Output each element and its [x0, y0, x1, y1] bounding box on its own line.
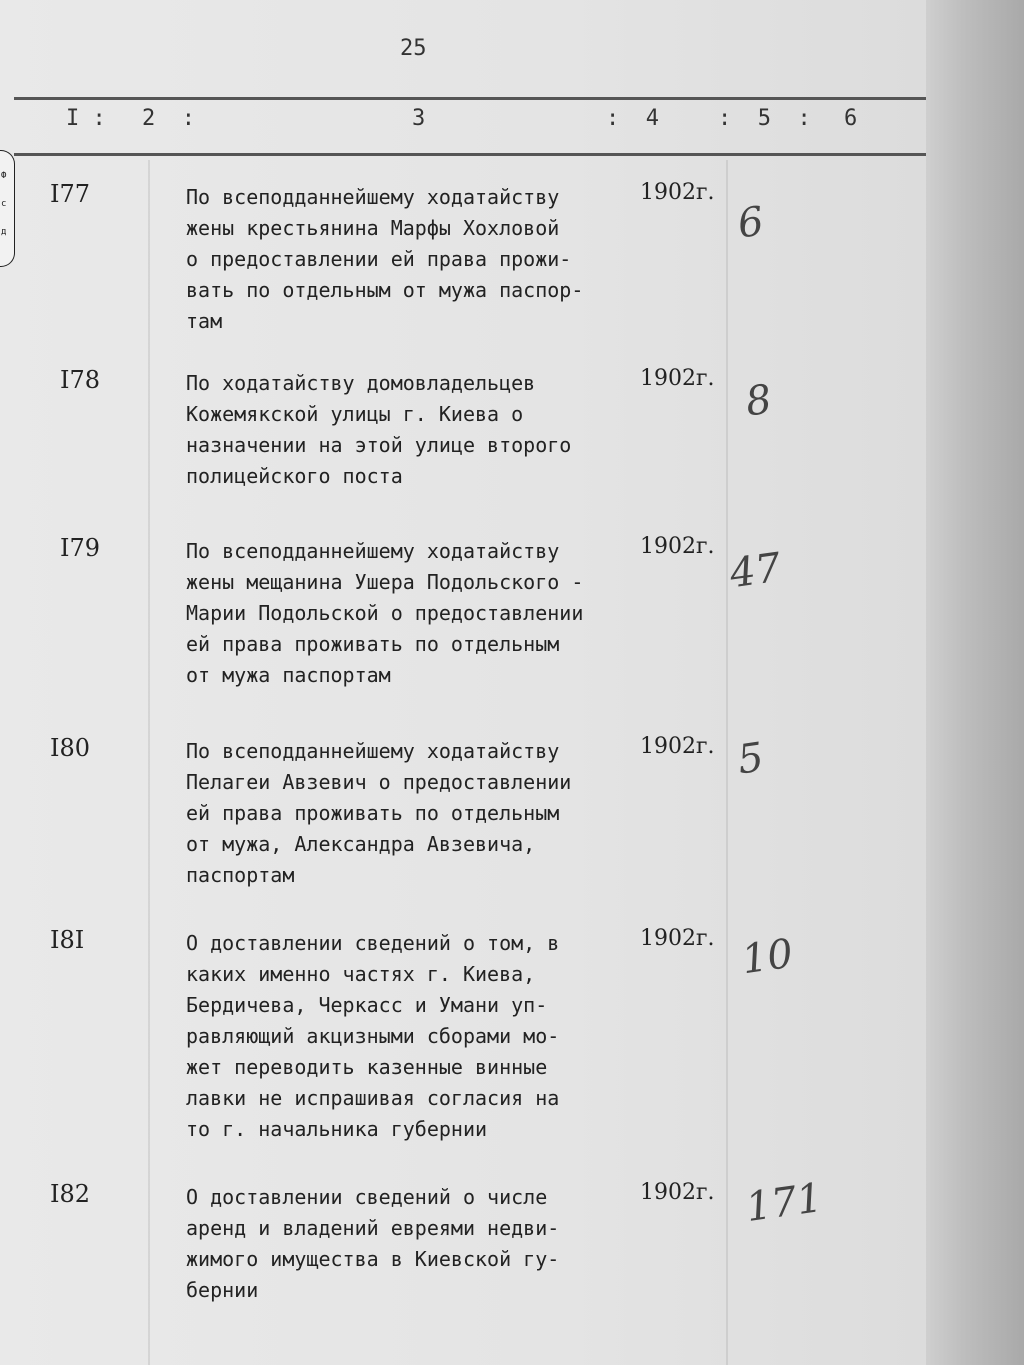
- row-sheet-count: 5: [734, 734, 767, 784]
- column-header-6: 6: [844, 106, 858, 131]
- column-header-4: : 4: [606, 106, 659, 131]
- column-header-5: : 5 :: [718, 106, 811, 131]
- row-sheet-count: 8: [742, 376, 775, 426]
- stamp-mark: Ф: [1, 171, 7, 181]
- column-header-2: 2 :: [142, 106, 195, 131]
- row-number: I78: [60, 366, 101, 394]
- row-sheet-count: 47: [727, 544, 784, 598]
- page-number: 25: [400, 36, 427, 61]
- row-year: 1902г.: [640, 734, 715, 759]
- row-number: I79: [60, 534, 101, 562]
- row-number: I80: [50, 734, 91, 762]
- row-description: По всеподданнейшему ходатайству жены крестьянина Марфы Хохловой о предоставлении ей права прожи- вать по отдельным от мужа паспор- там: [186, 185, 584, 333]
- column-divider: [726, 160, 728, 1365]
- row-number: I77: [50, 180, 91, 208]
- row-year: 1902г.: [640, 180, 715, 205]
- row-year: 1902г.: [640, 926, 715, 951]
- row-number: I82: [50, 1180, 91, 1208]
- row-description: О доставлении сведений о числе аренд и владений евреями недви- жимого имущества в Киевской гу- бернии: [186, 1185, 560, 1302]
- stamp-mark: с: [1, 199, 7, 209]
- header-top-rule: [14, 97, 926, 100]
- binding-stamp: [0, 150, 15, 267]
- row-description: О доставлении сведений о том, в каких именно частях г. Киева, Бердичева, Черкасс и Умани уп- равляющий акцизными сборами мо- жет переводить казенные винные лавки не испрашивая согласия на то г. начальника губернии: [186, 931, 560, 1141]
- row-description: По всеподданнейшему ходатайству Пелагеи Авзевич о предоставлении ей права проживать по отдельным от мужа, Александра Авзевича, паспортам: [186, 739, 572, 887]
- column-divider: [148, 160, 150, 1365]
- column-header-3: 3: [412, 106, 426, 131]
- stamp-mark: д: [1, 227, 7, 237]
- row-sheet-count: 6: [734, 198, 767, 248]
- row-sheet-count: 171: [743, 1174, 826, 1232]
- row-description: По всеподданнейшему ходатайству жены мещанина Ушера Подольского - Марии Подольской о предоставлении ей права проживать по отдельным от мужа паспортам: [186, 539, 584, 687]
- row-year: 1902г.: [640, 534, 715, 559]
- row-number: I8I: [50, 926, 85, 954]
- page-shadow-edge: [926, 0, 1024, 1365]
- header-bottom-rule: [14, 153, 926, 156]
- column-header-1: I :: [66, 106, 106, 131]
- row-sheet-count: 10: [739, 930, 796, 984]
- row-year: 1902г.: [640, 366, 715, 391]
- row-year: 1902г.: [640, 1180, 715, 1205]
- row-description: По ходатайству домовладельцев Кожемякской улицы г. Киева о назначении на этой улице второго полицейского поста: [186, 371, 572, 488]
